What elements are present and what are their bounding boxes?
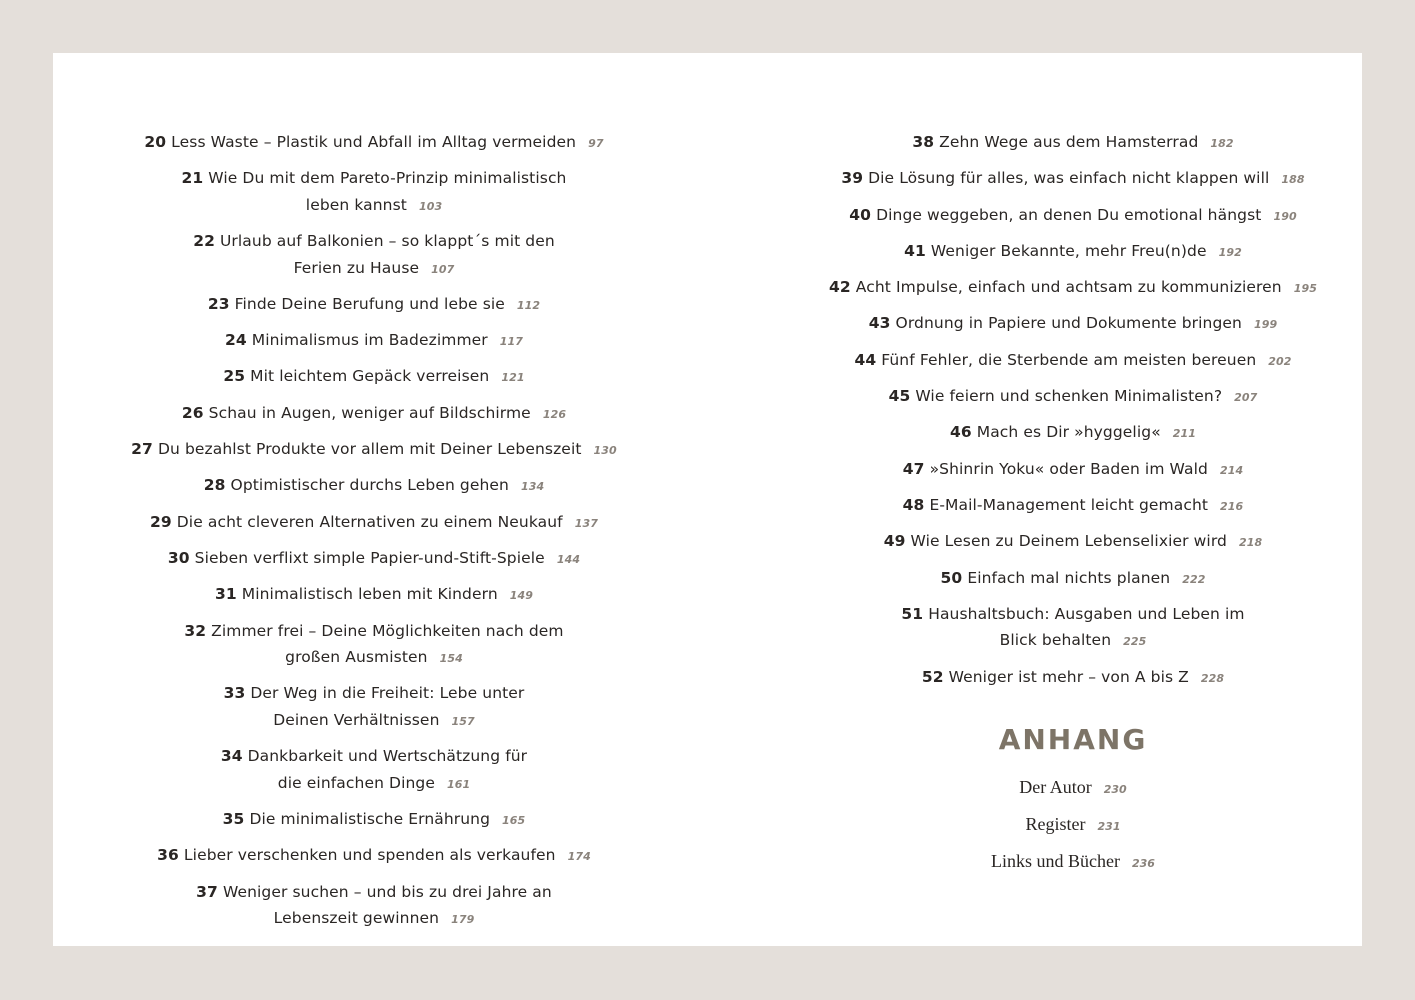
chapter-number: 50 (940, 568, 963, 587)
chapter-number: 44 (854, 350, 877, 369)
appendix-section (813, 722, 1333, 877)
page-number: 97 (588, 137, 604, 150)
toc-entry (813, 419, 1333, 448)
toc-entry (813, 165, 1333, 194)
chapter-number: 23 (207, 294, 230, 313)
chapter-number: 49 (883, 532, 906, 551)
chapter-title: Einfach mal nichts planen (967, 568, 1171, 587)
toc-entry (98, 680, 650, 735)
toc-left-column (98, 129, 650, 941)
page-number: 182 (1210, 137, 1234, 150)
chapter-title: Wie Lesen zu Deinem Lebenselixier wird (910, 532, 1227, 551)
chapter-title: Fünf Fehler, die Sterbende am meisten bereuen (881, 350, 1257, 369)
chapter-number: 20 (144, 133, 167, 151)
chapter-number: 42 (829, 278, 851, 297)
chapter-title: Less Waste – Plastik und Abfall im Alltag vermeiden (171, 133, 577, 151)
toc-entry (813, 129, 1333, 158)
chapter-number: 39 (841, 169, 864, 188)
page-number: 134 (521, 480, 545, 494)
chapter-number: 33 (223, 684, 246, 703)
chapter-title-continued: die einfachen Dinge (277, 773, 435, 792)
chapter-title: Der Weg in die Freiheit: Lebe unter (250, 684, 525, 703)
toc-entry (98, 545, 650, 574)
chapter-title-continued: Blick behalten (999, 631, 1112, 650)
chapter-title: Ordnung in Papiere und Dokumente bringen (895, 314, 1242, 333)
appendix-title: ANHANG (998, 723, 1148, 757)
page-number: 214 (1219, 463, 1244, 477)
page-number: 161 (446, 777, 471, 791)
chapter-number: 43 (868, 314, 891, 333)
chapter-number: 29 (149, 512, 172, 531)
page-number: 230 (1103, 783, 1127, 797)
page-number: 126 (542, 407, 567, 421)
toc-entry (98, 806, 650, 835)
toc-entry (813, 310, 1333, 339)
toc-entry (813, 274, 1333, 303)
toc-entry (98, 743, 650, 798)
chapter-number: 45 (888, 387, 911, 406)
chapter-number: 30 (167, 548, 190, 567)
chapter-title: Lieber verschenken und spenden als verkaufen (183, 846, 556, 865)
page-number: 179 (451, 913, 475, 927)
chapter-title: Weniger ist mehr – von A bis Z (948, 667, 1189, 686)
toc-entry (813, 383, 1333, 412)
chapter-number: 27 (131, 440, 153, 459)
toc-entry (813, 456, 1333, 485)
chapter-number: 46 (949, 423, 972, 442)
toc-entry (813, 347, 1333, 376)
chapter-title: Urlaub auf Balkonien – so klappt´s mit den (219, 232, 555, 251)
chapter-title: Sieben verflixt simple Papier-und-Stift-Spiele (194, 548, 545, 567)
page-number: 112 (516, 298, 541, 312)
toc-right-column (813, 129, 1333, 885)
chapter-title: Acht Impulse, einfach und achtsam zu kommunizieren (855, 278, 1282, 297)
chapter-title: Weniger Bekannte, mehr Freu(n)de (930, 241, 1207, 260)
chapter-title-continued: Lebenszeit gewinnen (273, 909, 440, 928)
page-number: 165 (502, 813, 526, 827)
toc-entry (98, 129, 650, 158)
chapter-title: Zimmer frei – Deine Möglichkeiten nach dem (211, 621, 564, 640)
toc-entry (98, 509, 650, 538)
chapter-number: 31 (214, 585, 237, 604)
page-number: 231 (1097, 820, 1121, 834)
page-number: 225 (1123, 635, 1147, 649)
appendix-entry-title: Der Autor (1019, 777, 1092, 798)
appendix-entry (813, 811, 1333, 840)
toc-entry (813, 664, 1333, 693)
chapter-number: 40 (849, 205, 872, 224)
toc-entry (98, 363, 650, 392)
toc-right-entries (813, 129, 1333, 692)
toc-entry (98, 842, 650, 871)
toc-entry (813, 492, 1333, 521)
page-number: 199 (1253, 318, 1278, 332)
chapter-title: Weniger suchen – und bis zu drei Jahre an (222, 882, 552, 901)
chapter-number: 21 (181, 169, 204, 188)
page-number: 236 (1132, 857, 1155, 871)
page-number: 192 (1218, 245, 1242, 259)
chapter-number: 48 (902, 495, 925, 514)
appendix-list (813, 774, 1333, 877)
chapter-title-continued: großen Ausmisten (285, 648, 428, 667)
chapter-title: Dinge weggeben, an denen Du emotional hängst (876, 205, 1262, 224)
appendix-entry-title: Register (1025, 814, 1086, 835)
chapter-title-continued: Deinen Verhältnissen (273, 710, 440, 729)
toc-entry (98, 327, 650, 356)
chapter-title: Die minimalistische Ernährung (249, 809, 491, 828)
chapter-number: 37 (196, 882, 218, 901)
chapter-number: 36 (157, 846, 179, 865)
chapter-title: Mit leichtem Gepäck verreisen (250, 367, 490, 386)
toc-entry (813, 238, 1333, 267)
page-number: 218 (1238, 536, 1263, 550)
chapter-title: Haushaltsbuch: Ausgaben und Leben im (928, 604, 1245, 623)
chapter-number: 34 (220, 747, 243, 766)
chapter-number: 47 (902, 459, 925, 478)
chapter-title: Mach es Dir »hyggelig« (976, 423, 1161, 442)
page-number: 222 (1182, 572, 1206, 586)
toc-entry (98, 291, 650, 320)
page-number: 195 (1293, 282, 1317, 296)
page-number: 216 (1220, 499, 1244, 513)
chapter-title: Dankbarkeit und Wertschätzung für (247, 747, 528, 766)
chapter-title: Minimalistisch leben mit Kindern (241, 585, 498, 604)
page-number: 144 (556, 552, 581, 566)
page-number: 174 (567, 850, 591, 864)
toc-entry (98, 436, 650, 465)
chapter-title: E-Mail-Management leicht gemacht (929, 495, 1209, 514)
toc-entry (98, 400, 650, 429)
page-number: 149 (509, 589, 534, 603)
page-number: 121 (501, 371, 525, 385)
toc-entry (813, 528, 1333, 557)
page-number: 107 (431, 262, 455, 276)
page-number: 103 (418, 199, 443, 213)
chapter-title: Wie Du mit dem Pareto-Prinzip minimalistisch (208, 169, 567, 188)
chapter-title: Die Lösung für alles, was einfach nicht klappen will (868, 169, 1270, 188)
toc-entry (98, 879, 650, 934)
toc-entry (98, 472, 650, 501)
chapter-number: 41 (904, 241, 926, 260)
page-number: 202 (1268, 354, 1292, 368)
chapter-title: Schau in Augen, weniger auf Bildschirme (208, 403, 531, 422)
chapter-title: Zehn Wege aus dem Hamsterrad (939, 133, 1199, 151)
chapter-title: »Shinrin Yoku« oder Baden im Wald (929, 459, 1208, 478)
chapter-number: 51 (901, 604, 924, 623)
page-number: 228 (1200, 671, 1225, 685)
page-number: 207 (1234, 391, 1258, 405)
page-number: 130 (593, 444, 617, 458)
page-number: 157 (451, 714, 475, 728)
toc-entry (98, 228, 650, 283)
page-number: 211 (1172, 427, 1197, 441)
chapter-title: Die acht cleveren Alternativen zu einem Neukauf (176, 512, 563, 531)
chapter-number: 28 (203, 476, 226, 495)
appendix-entry (813, 774, 1333, 803)
toc-entry (98, 165, 650, 220)
chapter-title: Minimalismus im Badezimmer (251, 331, 488, 350)
page-number: 117 (499, 335, 524, 349)
toc-entry (813, 202, 1333, 231)
chapter-number: 26 (181, 403, 204, 422)
chapter-title-continued: leben kannst (305, 195, 407, 214)
chapter-number: 32 (184, 621, 207, 640)
book-page-spread (53, 53, 1362, 946)
page-number: 188 (1281, 173, 1305, 187)
chapter-number: 25 (223, 367, 246, 386)
page-number: 190 (1273, 209, 1297, 223)
toc-entry (98, 618, 650, 673)
chapter-number: 24 (224, 331, 247, 350)
chapter-number: 52 (921, 667, 944, 686)
appendix-entry-title: Links und Bücher (991, 851, 1120, 872)
chapter-number: 38 (912, 133, 935, 151)
chapter-number: 22 (193, 232, 215, 251)
appendix-entry (813, 848, 1333, 877)
chapter-title: Wie feiern und schenken Minimalisten? (915, 387, 1223, 406)
toc-entry (813, 601, 1333, 656)
chapter-title: Du bezahlst Produkte vor allem mit Deiner Lebenszeit (157, 440, 582, 459)
page-number: 137 (574, 516, 599, 530)
toc-entry (813, 565, 1333, 594)
page-number: 154 (439, 652, 463, 666)
toc-entry (98, 581, 650, 610)
chapter-title-continued: Ferien zu Hause (293, 258, 420, 277)
chapter-number: 35 (222, 809, 245, 828)
chapter-title: Optimistischer durchs Leben gehen (230, 476, 509, 495)
chapter-title: Finde Deine Berufung und lebe sie (234, 294, 505, 313)
